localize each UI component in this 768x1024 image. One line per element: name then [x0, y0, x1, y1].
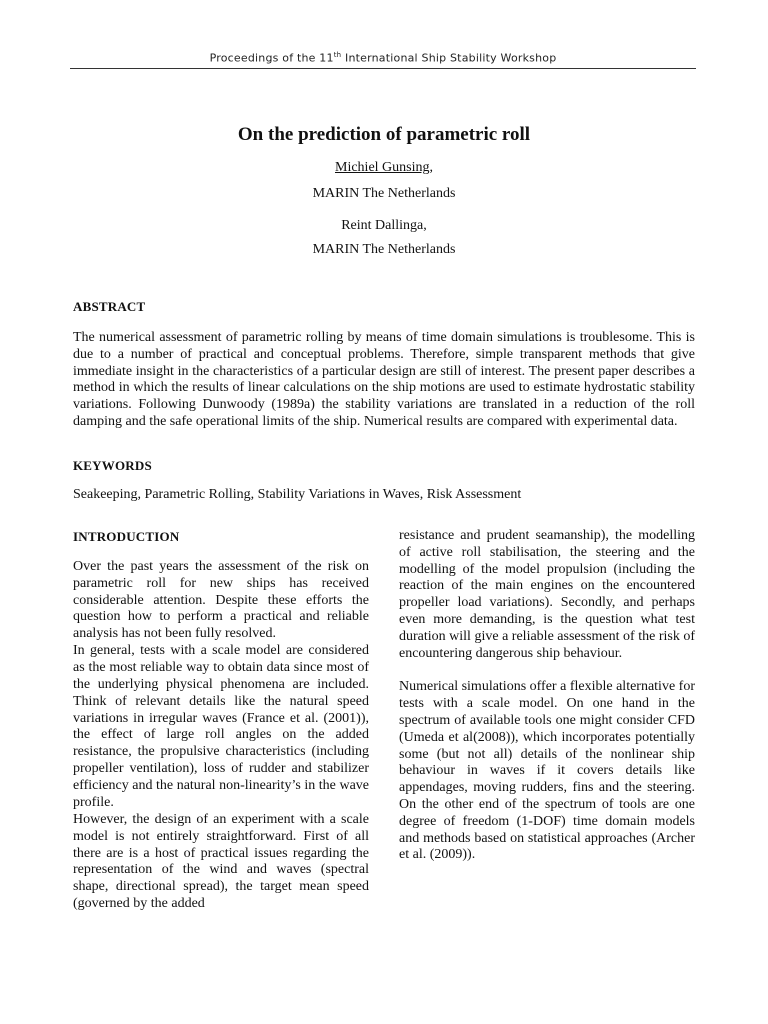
header-prefix: Proceedings of the 11 — [209, 51, 334, 65]
intro-paragraph-5: Numerical simulations offer a flexible alternative for tests with a scale model. On one hand in the spectrum of available tools one might consider CFD (Umeda et al(2008)), which incorporates potentially some (but not all) details of the nonlinear ship behaviour in waves if it covers details like appendages, moving rudders, fins and the steering. On the other end of the spectrum of tools are one degree of freedom (1-DOF) time domain models and methods based on statistical approaches (Archer et al. (2009)). — [399, 679, 695, 863]
paper-title: On the prediction of parametric roll — [237, 124, 531, 145]
keywords-heading: KEYWORDS — [73, 458, 152, 473]
intro-paragraph-3: However, the design of an experiment with a scale model is not entirely straightforward. First of all there are is a host of practical issues regarding the representation of the wind and waves (spectral shape, directional spread), the target mean speed (governed by the added — [73, 811, 369, 911]
intro-paragraph-4: resistance and prudent seamanship), the modelling of active roll stabilisation, the steering and the modelling of the model propulsion (including the reaction of the main engines on the encountered propeller load variations). Secondly, and perhaps even more demanding, is the question what test duration will give a reliable assessment of the risk of encountering dangerous ship behaviour. — [399, 528, 695, 661]
intro-paragraph-1: Over the past years the assessment of the risk on parametric roll for new ships has received considerable attention. Despite these efforts the question how to perform a practical and reliable analysis has not been fully resolved. — [73, 559, 369, 642]
introduction-heading: INTRODUCTION — [73, 529, 180, 544]
author-2-affiliation: MARIN The Netherlands — [312, 242, 456, 257]
intro-paragraph-2: In general, tests with a scale model are considered as the most reliable way to obtain data since most of the underlying physical phenomena are included. Think of relevant details like the natural speed variations in irregular waves (France et al. (2001)), the effect of large roll angles on the added resistance, the propulsive characteristics (including propeller ventilation), loss of rudder and stabilizer efficiency and the natural non-linearity’s in the wave profile. — [73, 643, 369, 810]
author-1-separator: , — [429, 160, 433, 175]
header-suffix: International Ship Stability Workshop — [341, 51, 557, 65]
abstract-heading: ABSTRACT — [73, 299, 146, 314]
header-superscript: th — [333, 51, 342, 59]
author-2-name: Reint Dallinga, — [341, 218, 427, 233]
running-header — [70, 51, 696, 65]
keywords-text: Seakeeping, Parametric Rolling, Stability Variations in Waves, Risk Assessment — [73, 487, 522, 502]
right-column — [399, 528, 695, 864]
header-rule — [70, 68, 696, 69]
author-1-affiliation: MARIN The Netherlands — [312, 186, 456, 201]
abstract-text: The numerical assessment of parametric rolling by means of time domain simulations is troublesome. This is due to a number of practical and conceptual problems. Therefore, simple transparent methods that give immediate insight in the characteristics of a particular design are still of interest. The present paper describes a method in which the results of linear calculations on the ship motions are used to estimate hydrostatic stability variations. Following Dunwoody (1989a) the stability variations are translated in a reduction of the roll damping and the safe operational limits of the ship. Numerical results are compared with experimental data. — [73, 330, 695, 429]
author-1-line — [0, 160, 768, 176]
author-1-name: Michiel Gunsing — [335, 160, 430, 175]
left-column — [73, 559, 369, 913]
